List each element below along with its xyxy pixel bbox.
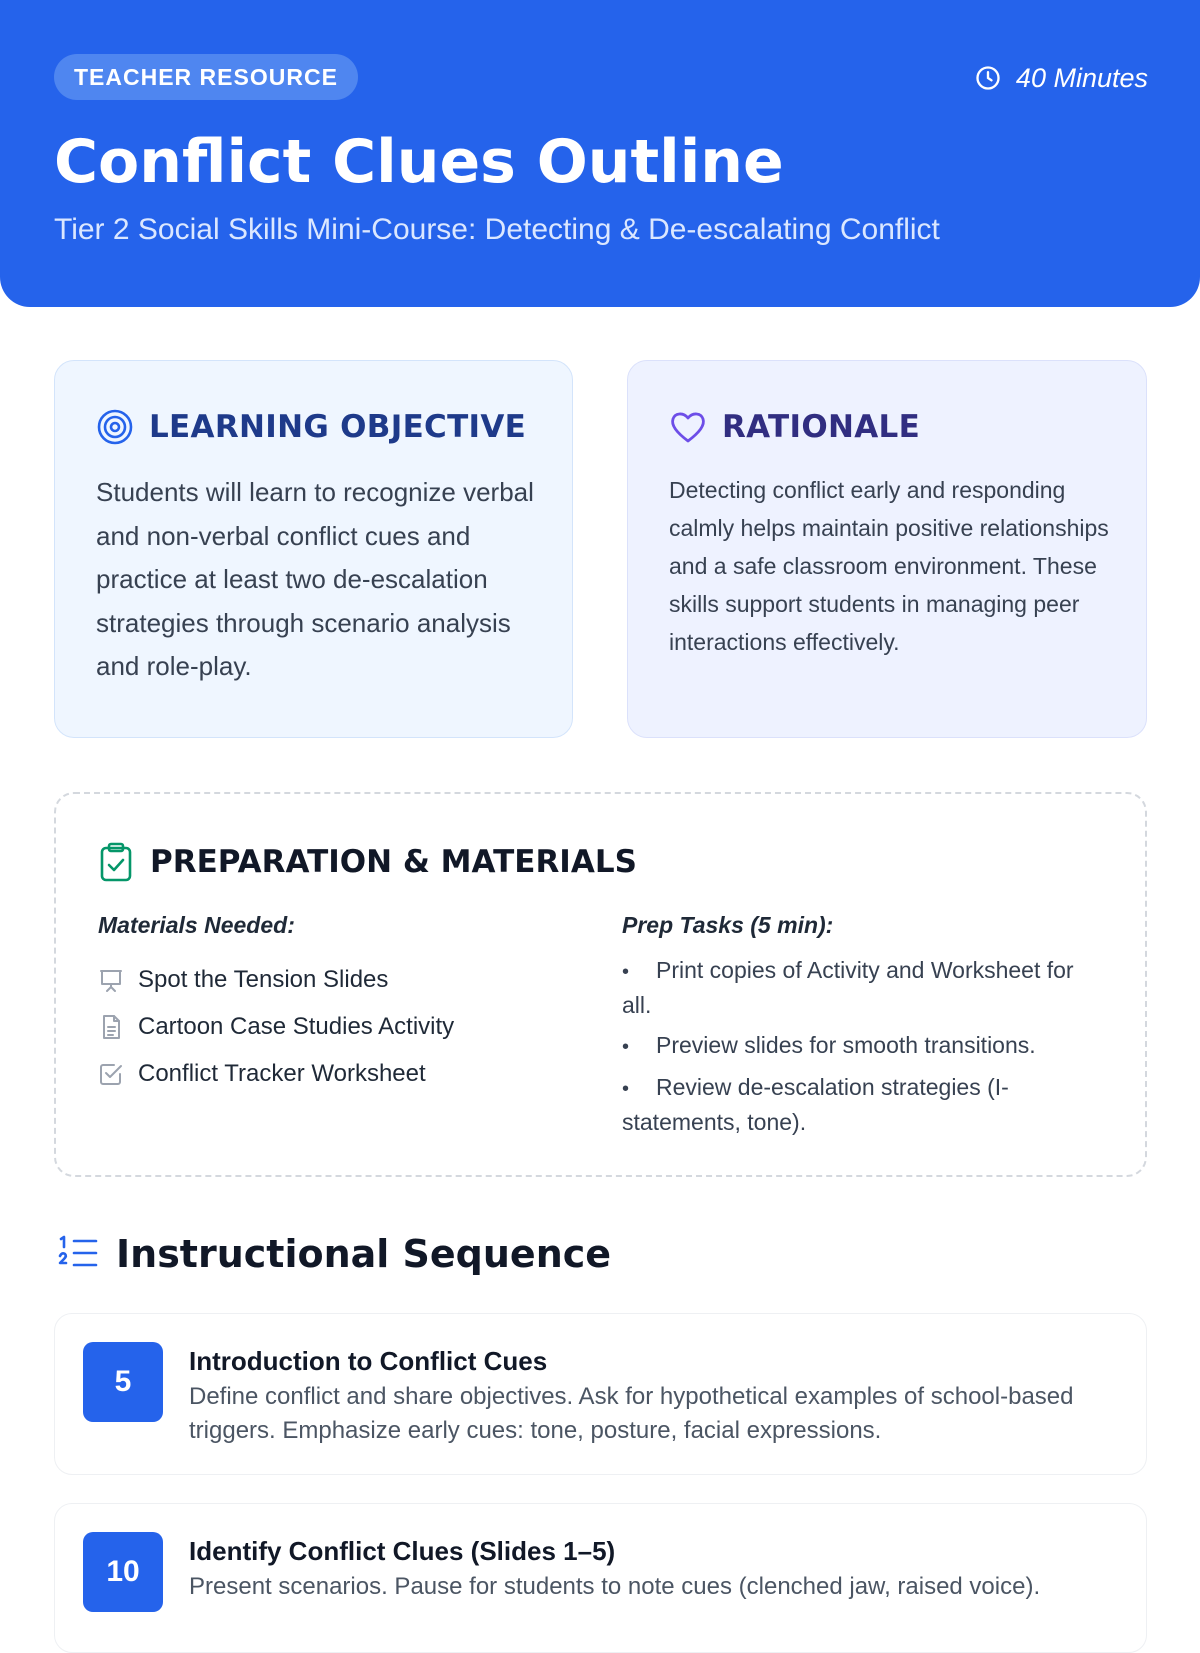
- rationale-heading: [668, 407, 920, 447]
- instructional-sequence-title: Instructional Sequence: [116, 1232, 612, 1276]
- rationale-title: RATIONALE: [722, 409, 921, 445]
- instructional-sequence-heading: [58, 1232, 611, 1276]
- sequence-step: [54, 1503, 1147, 1653]
- list-item: [98, 956, 454, 1003]
- prep-tasks-label: Prep Tasks (5 min):: [622, 912, 834, 938]
- list-item: [622, 1029, 1092, 1064]
- material-label: Cartoon Case Studies Activity: [138, 1012, 455, 1040]
- duration-label: [974, 58, 1148, 98]
- resource-badge: TEACHER RESOURCE: [54, 54, 358, 100]
- list-item: [622, 954, 1092, 1022]
- duration-text: 40 Minutes: [1015, 62, 1148, 93]
- preparation-materials-section: [54, 792, 1147, 1177]
- bullet-icon: •: [622, 1078, 630, 1100]
- step-description: Present scenarios. Pause for students to note cues (clenched jaw, raised voice).: [189, 1573, 1041, 1600]
- material-label: Conflict Tracker Worksheet: [138, 1059, 426, 1087]
- clipboard-check-icon: [98, 842, 134, 882]
- heart-icon: [668, 407, 708, 447]
- list-item: [622, 1071, 1092, 1139]
- rationale-card: [627, 360, 1147, 738]
- numbered-list-icon: [58, 1234, 98, 1274]
- bullet-icon: •: [622, 961, 630, 983]
- materials-list: [98, 956, 454, 1097]
- target-icon: [95, 407, 135, 447]
- learning-objective-card: [54, 360, 573, 738]
- learning-objective-text: Students will learn to recognize verbal and non-verbal conflict cues and practice at least two de-escalation strategies through scenario analysis and role-play.: [96, 477, 534, 681]
- step-title: Introduction to Conflict Cues: [189, 1346, 548, 1376]
- list-item: [98, 1050, 454, 1097]
- learning-objective-heading: [95, 407, 526, 447]
- page-title: Conflict Clues Outline: [54, 127, 784, 197]
- prep-task-text: Review de-escalation strategies (I-statements, tone).: [622, 1074, 1009, 1135]
- presentation-icon: [98, 967, 124, 993]
- preparation-heading: [98, 842, 637, 882]
- bullet-icon: •: [622, 1036, 630, 1058]
- clock-icon: [974, 64, 1002, 92]
- step-minutes-badge: 10: [83, 1532, 163, 1612]
- step-description: Define conflict and share objectives. Ask for hypothetical examples of school-based triggers. Emphasize early cues: tone, posture, facial expressions.: [189, 1383, 1074, 1444]
- step-title: Identify Conflict Clues (Slides 1–5): [189, 1536, 616, 1566]
- prep-tasks-list: [622, 954, 1092, 1146]
- prep-task-text: Preview slides for smooth transitions.: [656, 1032, 1036, 1058]
- page-header: [0, 0, 1200, 307]
- material-label: Spot the Tension Slides: [138, 965, 389, 993]
- checkbox-icon: [98, 1061, 124, 1087]
- page-subtitle: Tier 2 Social Skills Mini-Course: Detecting & De-escalating Conflict: [54, 213, 940, 246]
- learning-objective-title: LEARNING OBJECTIVE: [149, 409, 527, 445]
- materials-label: Materials Needed:: [98, 912, 295, 938]
- sequence-step: [54, 1313, 1147, 1475]
- document-icon: [98, 1014, 124, 1040]
- prep-task-text: Print copies of Activity and Worksheet for all.: [622, 957, 1074, 1018]
- preparation-title: PREPARATION & MATERIALS: [150, 844, 637, 880]
- rationale-text: Detecting conflict early and responding calmly helps maintain positive relationships and a safe classroom environment. These skills support students in managing peer interactions effectively.: [669, 477, 1109, 655]
- list-item: [98, 1003, 454, 1050]
- step-minutes-badge: 5: [83, 1342, 163, 1422]
